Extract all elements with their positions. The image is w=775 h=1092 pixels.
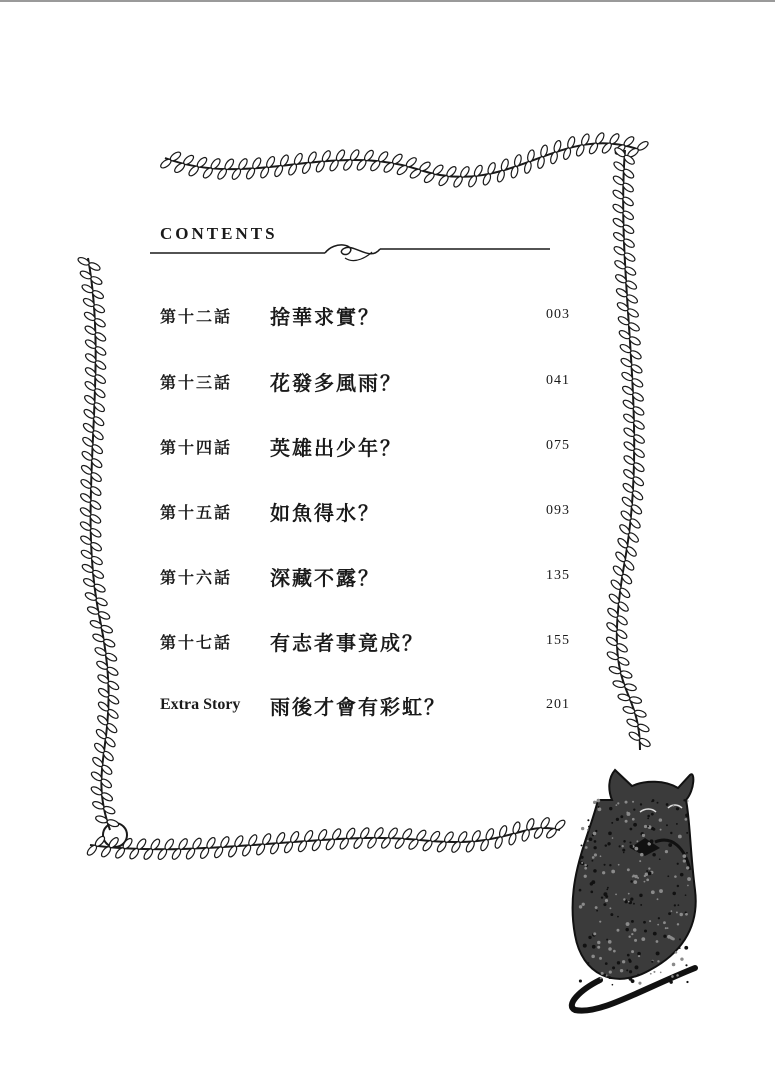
cat-fur-speck xyxy=(595,830,597,832)
cat-fur-speck xyxy=(628,935,630,937)
cat-fur-speck xyxy=(657,924,659,926)
cat-fur-speck xyxy=(636,840,638,842)
cat-fur-speck xyxy=(629,845,632,848)
cat-fur-speck xyxy=(593,846,596,849)
cat-fur-speck xyxy=(607,887,609,889)
cat-fur-speck xyxy=(673,805,675,807)
cat-fur-speck xyxy=(656,951,660,955)
cat-fur-speck xyxy=(644,881,646,883)
cat-fur-speck xyxy=(628,958,631,961)
cat-fur-speck xyxy=(581,827,584,830)
cat-fur-speck xyxy=(642,834,645,837)
vine-leaf xyxy=(622,705,647,718)
cat-fur-speck xyxy=(637,974,639,976)
cat-fur-speck xyxy=(613,950,616,953)
cat-fur-speck xyxy=(600,977,602,979)
cat-fur-speck xyxy=(685,814,689,818)
cat-fur-speck xyxy=(579,889,582,892)
cat-fur-speck xyxy=(617,929,620,932)
cat-fur-speck xyxy=(647,846,650,849)
vine-leaf xyxy=(510,154,522,179)
cat-fur-speck xyxy=(665,850,668,853)
cat-fur-speck xyxy=(599,921,601,923)
cat-fur-speck xyxy=(663,935,666,938)
cat-fur-speck xyxy=(634,847,638,851)
cat-fur-speck xyxy=(612,837,614,839)
cat-fur-speck xyxy=(597,946,600,949)
cat-fur-speck xyxy=(597,807,601,811)
cat-fur-speck xyxy=(645,873,648,876)
vine-leaf xyxy=(508,821,522,846)
toc-chapter-number: 第十七話 xyxy=(160,632,233,652)
cat-fur-speck xyxy=(652,853,656,857)
cat-fur-speck xyxy=(686,832,688,834)
cat-fur-speck xyxy=(590,882,593,885)
cat-fur-speck xyxy=(686,852,688,854)
cat-fur-speck xyxy=(604,974,606,976)
cat-fur-speck xyxy=(600,855,602,857)
toc-page-number: 003 xyxy=(546,307,570,322)
cat-fur-speck xyxy=(641,937,645,941)
toc-chapter-title: 如魚得水？ xyxy=(270,500,380,525)
cat-fur-speck xyxy=(608,832,612,836)
cat-fur-speck xyxy=(593,832,596,835)
cat-fur-speck xyxy=(625,801,628,804)
cat-fur-speck xyxy=(627,868,630,871)
cat-fur-speck xyxy=(591,955,595,959)
cat-fur-speck xyxy=(652,799,655,802)
cat-fur-speck xyxy=(677,863,679,865)
toc-chapter-number: Extra Story xyxy=(160,696,241,713)
cat-fur-speck xyxy=(647,826,649,828)
toc-chapter-title: 英雄出少年？ xyxy=(270,435,402,460)
cat-fur-speck xyxy=(597,941,600,944)
cat-fur-speck xyxy=(633,808,635,810)
cat-fur-speck xyxy=(674,904,676,906)
cat-fur-speck xyxy=(609,864,611,866)
cat-fur-speck xyxy=(593,932,596,935)
cat-fur-speck xyxy=(630,880,633,883)
cat-fur-speck xyxy=(602,871,605,874)
cat-fur-speck xyxy=(685,913,688,916)
cat-fur-speck xyxy=(674,875,677,878)
cat-fur-speck xyxy=(679,947,681,949)
cat-fur-speck xyxy=(631,979,635,983)
cat-fur-speck xyxy=(628,901,630,903)
cat-fur-speck xyxy=(651,961,653,963)
vine-leaf xyxy=(496,158,509,183)
cat-fur-speck xyxy=(632,874,635,877)
cat-fur-speck xyxy=(626,812,628,814)
cat-fur-speck xyxy=(601,972,604,975)
cat-fur-speck xyxy=(650,973,652,975)
cat-fur-speck xyxy=(626,922,630,926)
cat-fur-speck xyxy=(687,885,689,887)
cat-fur-speck xyxy=(643,921,646,924)
cat-fur-speck xyxy=(612,966,615,969)
vine-leaf xyxy=(617,693,642,704)
cat-fur-speck xyxy=(612,984,614,986)
cat-fur-speck xyxy=(593,869,597,873)
cat-fur-speck xyxy=(592,856,595,859)
toc-chapter-title: 有志者事竟成？ xyxy=(270,630,424,655)
toc-page-number: 135 xyxy=(546,568,570,583)
cat-fur-speck xyxy=(581,844,583,846)
cat-fur-speck xyxy=(595,906,598,909)
cat-fur-speck xyxy=(640,803,642,805)
cat-fur-speck xyxy=(637,952,641,956)
cat-fur-speck xyxy=(596,910,598,912)
cat-fur-speck xyxy=(666,824,668,826)
cat-fur-speck xyxy=(638,850,640,852)
cat-fur-speck xyxy=(685,894,687,896)
cat-fur-speck xyxy=(606,939,608,941)
cat-fur-speck xyxy=(604,864,606,866)
cat-fur-speck xyxy=(629,970,632,973)
toc-chapter-title: 深藏不露？ xyxy=(270,565,380,590)
cat-fur-speck xyxy=(588,936,591,939)
cat-fur-speck xyxy=(684,946,688,950)
cat-fur-speck xyxy=(680,957,683,960)
cat-fur-speck xyxy=(653,971,655,973)
cat-fur-speck xyxy=(590,891,593,894)
cat-fur-speck xyxy=(669,980,672,983)
cat-fur-speck xyxy=(633,928,636,931)
toc-entry[interactable] xyxy=(160,690,570,720)
cat-fur-speck xyxy=(677,904,679,906)
cat-fur-speck xyxy=(644,825,647,828)
cat-fur-speck xyxy=(631,920,634,923)
cat-fur-speck xyxy=(581,862,583,864)
toc-chapter-title: 雨後才會有彩虹？ xyxy=(270,694,446,719)
toc-entry[interactable] xyxy=(160,496,570,526)
cat-fur-speck xyxy=(667,875,669,877)
cat-fur-speck xyxy=(608,947,612,951)
vine-leaf xyxy=(537,144,549,169)
cat-fur-speck xyxy=(653,932,657,936)
cat-fur-speck xyxy=(607,842,610,845)
cat-fur-speck xyxy=(591,860,593,862)
page-title: CONTENTS xyxy=(160,224,278,243)
toc-page-number: 155 xyxy=(546,633,570,648)
toc-entry[interactable] xyxy=(160,300,570,330)
cat-fur-speck xyxy=(588,826,590,828)
toc-entry[interactable] xyxy=(160,561,570,591)
vine-leaf xyxy=(612,680,637,692)
cat-fur-speck xyxy=(639,860,641,862)
cat-fur-speck xyxy=(657,960,659,962)
cat-fur-speck xyxy=(650,839,654,843)
cat-fur-speck xyxy=(668,843,672,847)
vine-leaf xyxy=(549,140,562,165)
cat-fur-speck xyxy=(677,885,679,887)
cat-fur-speck xyxy=(588,962,590,964)
cat-fur-speck xyxy=(665,927,667,929)
cat-fur-speck xyxy=(646,878,649,881)
cat-fur-speck xyxy=(670,832,672,834)
cat-fur-speck xyxy=(684,939,686,941)
cat-fur-speck xyxy=(620,815,623,818)
cat-fur-speck xyxy=(623,840,626,843)
cat-fur-speck xyxy=(679,913,682,916)
toc-chapter-number: 第十六話 xyxy=(160,567,233,587)
cat-fur-speck xyxy=(593,801,596,804)
cat-fur-speck xyxy=(584,867,587,870)
cat-fur-speck xyxy=(630,897,633,900)
toc-chapter-number: 第十三話 xyxy=(160,372,233,392)
cat-fur-speck xyxy=(648,867,650,869)
cat-fur-speck xyxy=(633,903,635,905)
cat-fur-speck xyxy=(629,841,631,843)
cat-fur-speck xyxy=(678,835,682,839)
cat-fur-speck xyxy=(608,940,612,944)
cat-fur-speck xyxy=(631,950,634,953)
cat-fur-speck xyxy=(667,927,669,929)
cat-fur-speck xyxy=(620,969,623,972)
flourish-divider xyxy=(150,245,550,261)
cat-fur-speck xyxy=(646,870,648,872)
cat-fur-speck xyxy=(638,982,641,985)
cat-fur-speck xyxy=(611,870,615,874)
cat-fur-speck xyxy=(605,899,608,902)
cat-fur-speck xyxy=(683,799,685,801)
cat-illustration xyxy=(572,770,696,1011)
cat-fur-speck xyxy=(668,912,671,915)
cat-fur-speck xyxy=(651,813,654,816)
cat-fur-speck xyxy=(618,864,620,866)
cat-fur-speck xyxy=(581,856,584,859)
cat-fur-speck xyxy=(660,829,662,831)
toc-page-number: 093 xyxy=(546,503,570,518)
cat-fur-speck xyxy=(644,929,647,932)
cat-fur-speck xyxy=(656,940,659,943)
cat-fur-speck xyxy=(660,972,662,974)
cat-fur-speck xyxy=(617,802,619,804)
cat-fur-speck xyxy=(676,807,679,810)
cat-fur-speck xyxy=(686,866,689,869)
cat-fur-speck xyxy=(599,957,602,960)
cat-fur-speck xyxy=(648,872,652,876)
vine-leaf xyxy=(562,136,576,161)
cat-fur-speck xyxy=(630,828,633,831)
cat-fur-speck xyxy=(605,962,608,965)
cat-fur-speck xyxy=(605,844,607,846)
toc-entry[interactable] xyxy=(160,366,570,396)
cat-fur-speck xyxy=(659,858,661,860)
toc-page-number: 075 xyxy=(546,438,570,453)
cat-fur-speck xyxy=(598,806,600,808)
cat-fur-speck xyxy=(615,894,617,896)
cat-fur-speck xyxy=(594,840,597,843)
cat-fur-speck xyxy=(640,853,644,857)
cat-fur-speck xyxy=(579,979,582,982)
cat-fur-speck xyxy=(606,888,608,890)
toc-page-number: 041 xyxy=(546,373,570,388)
cat-fur-speck xyxy=(677,923,679,925)
cat-fur-speck xyxy=(633,823,637,827)
cat-fur-speck xyxy=(676,823,678,825)
cat-fur-speck xyxy=(658,917,660,919)
cat-fur-speck xyxy=(647,817,649,819)
cat-fur-speck xyxy=(609,807,612,810)
toc-page-number: 201 xyxy=(546,697,570,712)
toc-entry[interactable] xyxy=(160,431,570,461)
cat-fur-speck xyxy=(634,939,637,942)
toc-chapter-number: 第十二話 xyxy=(160,306,233,326)
cat-fur-speck xyxy=(582,903,585,906)
cat-fur-speck xyxy=(584,875,587,878)
cat-fur-speck xyxy=(627,954,630,957)
cat-fur-speck xyxy=(585,846,588,849)
cat-fur-speck xyxy=(601,896,603,898)
cat-fur-speck xyxy=(671,910,673,912)
cat-fur-speck xyxy=(583,944,587,948)
toc-chapter-title: 花發多風雨？ xyxy=(270,370,402,395)
cat-fur-speck xyxy=(675,951,678,954)
cat-fur-speck xyxy=(587,819,589,821)
cat-fur-speck xyxy=(579,905,582,908)
cat-fur-speck xyxy=(623,898,625,900)
vine-leaf xyxy=(523,149,535,174)
cat-fur-speck xyxy=(633,880,637,884)
cat-fur-speck xyxy=(611,822,613,824)
cat-fur-speck xyxy=(622,849,625,852)
cat-fur-speck xyxy=(666,803,669,806)
cat-fur-speck xyxy=(631,933,633,935)
cat-fur-speck xyxy=(657,898,659,900)
cat-fur-speck xyxy=(683,854,687,858)
cat-fur-speck xyxy=(639,894,642,897)
cat-fur-speck xyxy=(663,921,666,924)
cat-fur-speck xyxy=(622,960,625,963)
cat-fur-speck xyxy=(603,903,606,906)
cat-fur-speck xyxy=(657,802,659,804)
cat-fur-speck xyxy=(672,963,676,967)
cat-fur-speck xyxy=(609,976,612,979)
cat-fur-speck xyxy=(651,890,655,894)
cat-fur-speck xyxy=(684,818,687,821)
cat-fur-speck xyxy=(610,913,613,916)
toc-chapter-title: 捨華求實？ xyxy=(270,304,380,329)
cat-fur-speck xyxy=(622,845,624,847)
cat-fur-speck xyxy=(597,981,600,984)
cat-fur-speck xyxy=(676,974,679,977)
cat-fur-speck xyxy=(687,800,689,802)
cat-fur-speck xyxy=(609,907,611,909)
cat-fur-speck xyxy=(603,892,607,896)
cat-fur-speck xyxy=(628,893,630,895)
cat-fur-speck xyxy=(635,965,639,969)
cat-fur-speck xyxy=(592,945,596,949)
cat-fur-speck xyxy=(619,845,621,847)
cat-fur-speck xyxy=(587,840,589,842)
cat-fur-speck xyxy=(687,877,691,881)
toc-chapter-number: 第十四話 xyxy=(160,437,233,457)
cat-fur-speck xyxy=(685,964,687,966)
cat-fur-speck xyxy=(617,916,619,918)
cat-fur-speck xyxy=(632,818,635,821)
cat-fur-speck xyxy=(640,904,642,906)
cat-fur-speck xyxy=(649,920,651,922)
cat-fur-speck xyxy=(638,955,640,957)
cat-fur-speck xyxy=(615,804,617,806)
toc-chapter-number: 第十五話 xyxy=(160,502,233,522)
cat-fur-speck xyxy=(667,935,671,939)
cat-fur-speck xyxy=(676,911,678,913)
cat-fur-speck xyxy=(587,829,589,831)
cat-fur-speck xyxy=(680,873,684,877)
cat-fur-speck xyxy=(672,892,676,896)
cat-fur-speck xyxy=(625,820,628,823)
cat-fur-speck xyxy=(659,889,663,893)
cat-fur-speck xyxy=(659,818,662,821)
cat-fur-speck xyxy=(584,864,586,866)
cat-fur-speck xyxy=(617,961,620,964)
cat-fur-speck xyxy=(597,799,601,803)
cat-fur-speck xyxy=(594,853,597,856)
cat-fur-speck xyxy=(625,928,628,931)
cat-fur-speck xyxy=(632,801,634,803)
cat-fur-speck xyxy=(626,969,628,971)
cat-fur-speck xyxy=(679,938,681,940)
cat-fur-speck xyxy=(686,981,688,983)
cat-fur-speck xyxy=(589,838,593,842)
cat-fur-speck xyxy=(609,971,612,974)
cat-fur-speck xyxy=(647,815,650,818)
cat-fur-speck xyxy=(683,859,686,862)
cat-fur-speck xyxy=(671,975,674,978)
vine-leaf xyxy=(608,665,633,679)
cat-fur-speck xyxy=(616,818,619,821)
cat-fur-speck xyxy=(623,852,625,854)
toc-entry[interactable] xyxy=(160,626,570,656)
